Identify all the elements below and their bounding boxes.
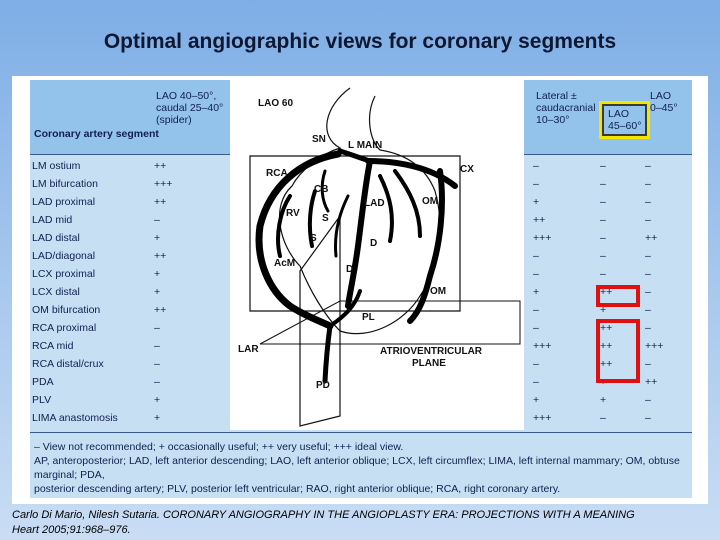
lao045-rating: ++ (645, 376, 658, 388)
label-rca: RCA (266, 168, 288, 179)
label-s1: S (322, 213, 329, 224)
lao045-rating: – (645, 304, 651, 316)
label-lmain: L MAIN (348, 140, 383, 151)
label-lad: LAD (364, 198, 385, 209)
lateral-rating: +++ (533, 412, 552, 424)
header-lao45-line1: LAO (608, 108, 630, 120)
segment-name: PDA (32, 376, 54, 388)
header-lao45-line2: 45–60° (608, 120, 642, 132)
segment-name: LIMA anastomosis (32, 412, 118, 424)
lao45-rating: ++ (600, 286, 613, 298)
caption-line-2: Heart 2005;91:968–976. (12, 524, 131, 536)
lateral-rating: – (533, 178, 539, 190)
header-lateral-line3: 10–30° (536, 114, 570, 126)
header-lao-caudal-line1: LAO 40–50°, (156, 90, 217, 102)
label-d1: D (370, 238, 378, 249)
lateral-rating: + (533, 286, 540, 298)
label-pd: PD (316, 380, 330, 391)
lateral-rating: +++ (533, 232, 552, 244)
lao-caudal-rating: – (154, 322, 160, 334)
lao045-rating: – (645, 214, 651, 226)
lao45-rating: – (600, 196, 606, 208)
coronary-diagram (230, 76, 524, 430)
legend-line-1: – View not recommended; + occasionally useful; ++ very useful; +++ ideal view. (34, 441, 404, 453)
legend-line-2: AP, anteroposterior; LAD, left anterior descending; LAO, left anterior oblique; LCX, left circumflex; LIMA, left internal mammary; OM, obtuse marginal; PDA, (34, 455, 680, 481)
lateral-rating: + (533, 394, 540, 406)
lao45-rating: – (600, 214, 606, 226)
lao45-rating: – (600, 250, 606, 262)
label-cb: CB (314, 184, 329, 195)
lao45-rating: + (600, 394, 607, 406)
legend-line-3: posterior descending artery; PLV, posterior left ventricular; RAO, right anterior oblique; RCA, right coronary artery. (34, 483, 561, 495)
label-om2: OM (430, 286, 447, 297)
lao045-rating: – (645, 358, 651, 370)
lao45-rating: – (600, 160, 606, 172)
header-lateral-line1: Lateral ± (536, 90, 577, 102)
lao-caudal-rating: + (154, 232, 161, 244)
lao045-rating: – (645, 178, 651, 190)
header-lateral (536, 90, 596, 126)
header-lao045-line2: 0–45° (650, 102, 678, 114)
coronary-diagram-svg (230, 76, 524, 430)
lao45-rating: ++ (600, 322, 613, 334)
lao-caudal-rating: + (154, 394, 161, 406)
segment-name: PLV (32, 394, 52, 406)
lao-caudal-rating: ++ (154, 160, 167, 172)
lateral-rating: + (533, 196, 540, 208)
segment-name: LM ostium (32, 160, 81, 172)
lao45-rating: + (600, 304, 607, 316)
lao-caudal-rating: ++ (154, 304, 167, 316)
lao45-rating: ++ (600, 340, 613, 352)
lao45-rating: – (600, 268, 606, 280)
table-legend (34, 440, 684, 496)
highlight-box-lcx-distal (596, 285, 640, 307)
label-cx: CX (460, 164, 474, 175)
lao-caudal-rating: +++ (154, 178, 173, 190)
lao-caudal-rating: – (154, 340, 160, 352)
lao045-rating: – (645, 196, 651, 208)
legend-divider (30, 432, 692, 433)
header-lao-45-60-highlight (602, 104, 647, 136)
segment-name: RCA proximal (32, 322, 97, 334)
lao-caudal-rating: – (154, 376, 160, 388)
label-rv: RV (286, 208, 300, 219)
lao045-rating: – (645, 286, 651, 298)
segment-name: LAD/diagonal (32, 250, 96, 262)
lao45-rating: – (600, 232, 606, 244)
lao045-rating: – (645, 394, 651, 406)
segment-name: LM bifurcation (32, 178, 98, 190)
lao-caudal-rating: + (154, 286, 161, 298)
lao045-rating: +++ (645, 340, 664, 352)
citation-caption (12, 508, 716, 538)
label-sn: SN (312, 134, 326, 145)
label-view: LAO 60 (258, 98, 294, 109)
lao-caudal-rating: ++ (154, 196, 167, 208)
lao-caudal-rating: – (154, 214, 160, 226)
lao045-rating: – (645, 268, 651, 280)
label-pl: PL (362, 312, 375, 323)
segment-name: LCX proximal (32, 268, 96, 280)
header-lao-caudal (156, 90, 223, 126)
label-d2: D (346, 264, 354, 275)
label-lar: LAR (238, 344, 259, 355)
segment-name: LCX distal (32, 286, 80, 298)
header-lao045-line1: LAO (650, 90, 672, 102)
segment-name: LAD proximal (32, 196, 96, 208)
lao45-rating: + (600, 376, 607, 388)
lao045-rating: – (645, 250, 651, 262)
header-lao-caudal-line2: caudal 25–40° (156, 102, 224, 114)
lateral-rating: – (533, 358, 539, 370)
header-lao-0-45 (650, 90, 678, 114)
segment-name: RCA mid (32, 340, 74, 352)
lao-caudal-rating: + (154, 412, 161, 424)
lateral-rating: – (533, 304, 539, 316)
lao045-rating: – (645, 412, 651, 424)
lao45-rating: ++ (600, 358, 613, 370)
label-om1: OM (422, 196, 439, 207)
lao045-rating: – (645, 160, 651, 172)
lao045-rating: ++ (645, 232, 658, 244)
highlight-box-rca (596, 319, 640, 383)
lao-caudal-rating: + (154, 268, 161, 280)
lateral-rating: +++ (533, 340, 552, 352)
caption-line-1: Carlo Di Mario, Nilesh Sutaria. CORONARY ANGIOGRAPHY IN THE ANGIOPLASTY ERA: PROJECTIONS WITH A MEANING (12, 509, 635, 521)
lateral-rating: – (533, 160, 539, 172)
lateral-rating: – (533, 250, 539, 262)
lateral-rating: – (533, 376, 539, 388)
lateral-rating: ++ (533, 214, 546, 226)
lateral-rating: – (533, 268, 539, 280)
lateral-rating: – (533, 322, 539, 334)
lao-caudal-rating: – (154, 358, 160, 370)
lao045-rating: – (645, 322, 651, 334)
header-lateral-line2: caudacranial (536, 102, 596, 114)
header-segment: Coronary artery segment (34, 128, 159, 140)
segment-name: RCA distal/crux (32, 358, 104, 370)
segment-name: LAD mid (32, 214, 73, 226)
figure-panel (12, 76, 708, 504)
slide-title: Optimal angiographic views for coronary segments (103, 30, 617, 53)
lao45-rating: – (600, 178, 606, 190)
label-s2: S (310, 233, 317, 244)
label-av-line1: ATRIOVENTRICULAR (380, 346, 483, 357)
lao45-rating: – (600, 412, 606, 424)
lao-caudal-rating: ++ (154, 250, 167, 262)
segment-name: LAD distal (32, 232, 80, 244)
segment-name: OM bifurcation (32, 304, 101, 316)
header-lao-caudal-line3: (spider) (156, 114, 192, 126)
label-av-line2: PLANE (412, 358, 446, 369)
label-acm: AcM (274, 258, 296, 269)
